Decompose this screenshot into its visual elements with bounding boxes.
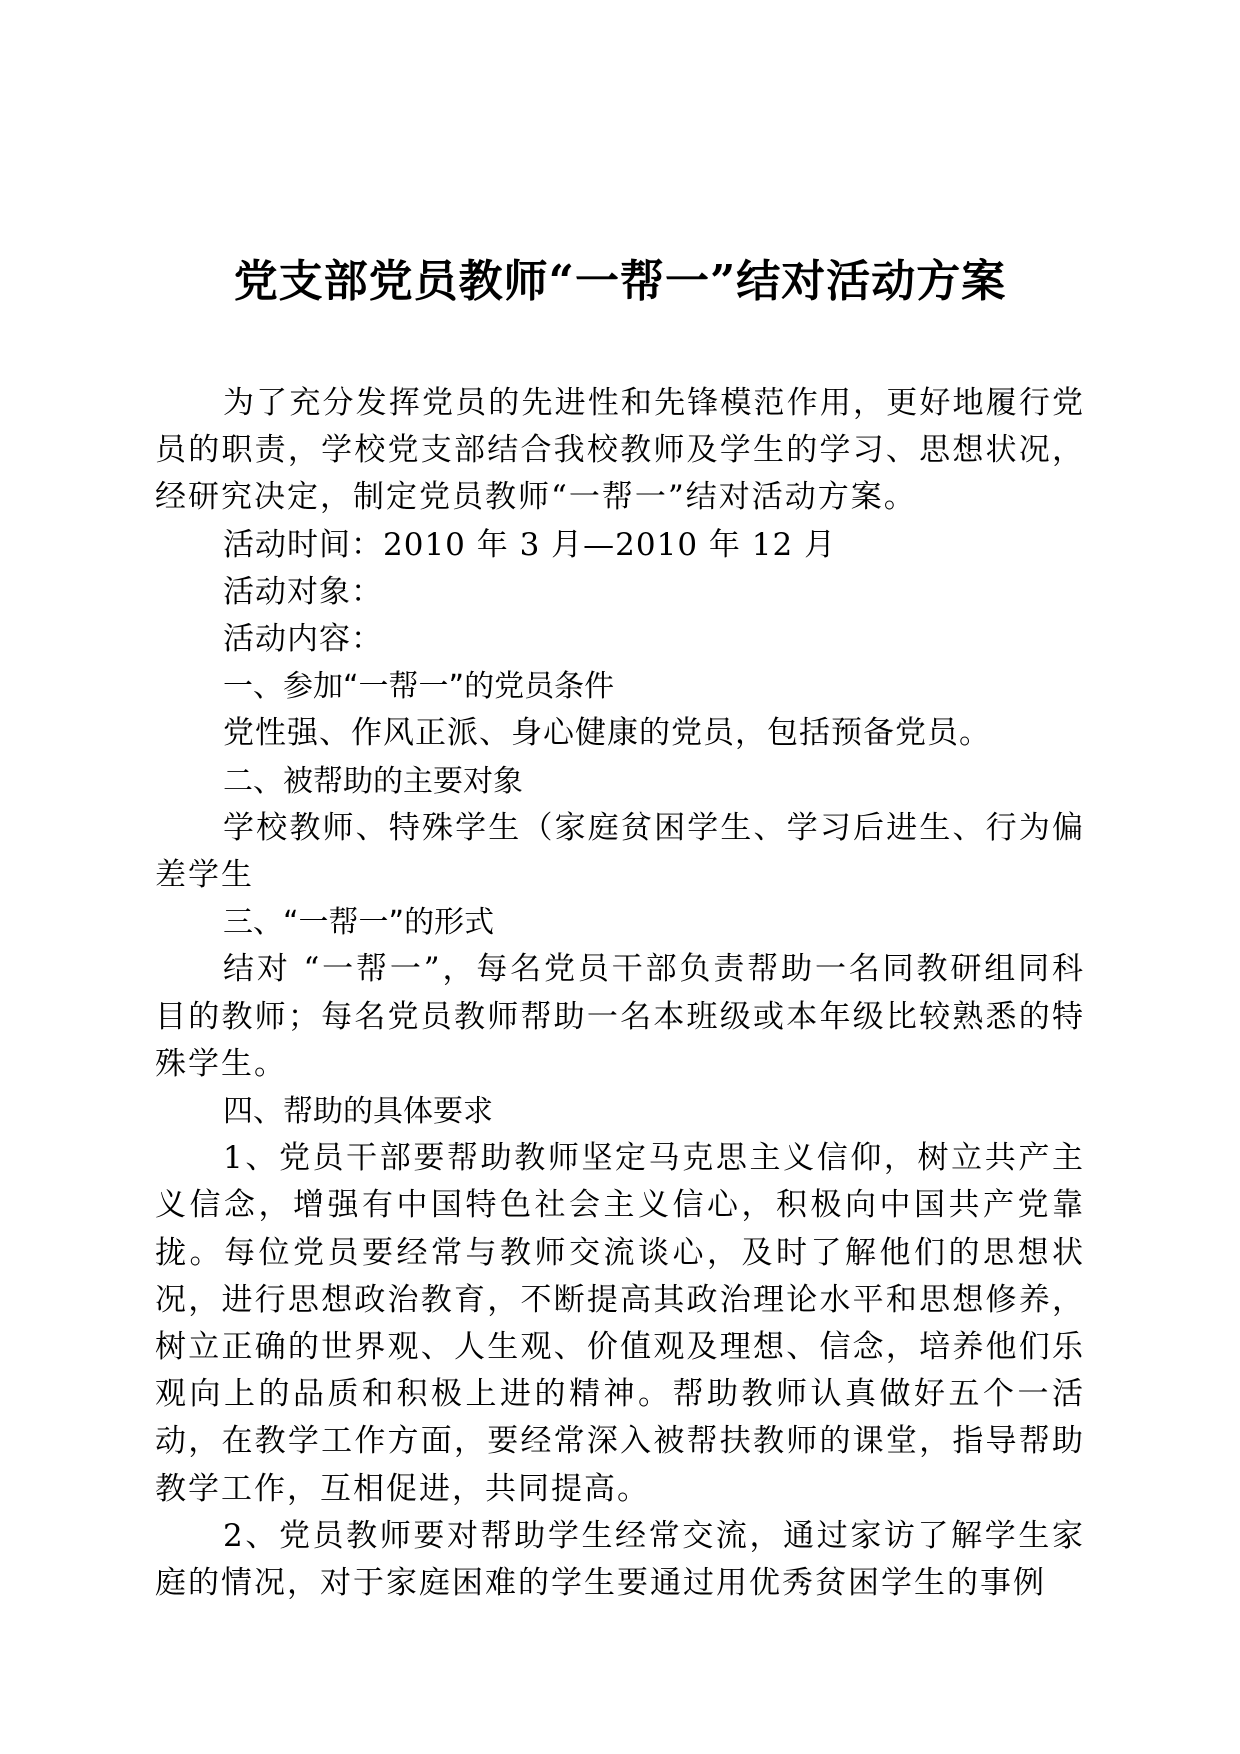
section-heading-1: 一、参加“一帮一”的党员条件 xyxy=(223,669,615,705)
activity-target: 活动对象： xyxy=(223,573,383,610)
section-4-item-1: 1、党员干部要帮助教师坚定马克思主义信仰，树立共产主义信念，增强有中国特色社会主义信心，积极向中国共产党靠拢。每位党员要经常与教师交流谈心，及时了解他们的思想状况，进行思想政治教育，不断提高其政治理论水平和思想修养，树立正确的世界观、人生观、价值观及理想、信念，培养他们乐观向上的品质和积极上进的精神。帮助教师认真做好五个一活动，在教学工作方面，要经常深入被帮扶教师的课堂，指导帮助教学工作，互相促进，共同提高。 xyxy=(155,1140,1085,1507)
section-heading-3: 三、“一帮一”的形式 xyxy=(223,905,495,941)
section-text-2: 学校教师、特殊学生（家庭贫困学生、学习后进生、行为偏差学生 xyxy=(155,809,1085,894)
section-text-1: 党性强、作风正派、身心健康的党员，包括预备党员。 xyxy=(223,715,991,752)
section-4-item-2: 2、党员教师要对帮助学生经常交流，通过家访了解学生家庭的情况，对于家庭困难的学生要通过用优秀贫困学生的事例 xyxy=(155,1517,1085,1602)
section-heading-4: 四、帮助的具体要求 xyxy=(223,1094,493,1130)
document-title: 党支部党员教师“一帮一”结对活动方案 xyxy=(233,256,1007,307)
activity-time: 活动时间：2010 年 3 月—2010 年 12 月 xyxy=(223,526,837,563)
section-heading-2: 二、被帮助的主要对象 xyxy=(223,763,523,799)
activity-content: 活动内容： xyxy=(223,621,383,658)
intro-paragraph: 为了充分发挥党员的先进性和先锋模范作用，更好地履行党员的职责，学校党支部结合我校教师及学生的学习、思想状况，经研究决定，制定党员教师“一帮一”结对活动方案。 xyxy=(155,385,1085,516)
document-body xyxy=(155,380,1085,1607)
section-text-3: 结对 “一帮一”，每名党员干部负责帮助一名同教研组同科目的教师；每名党员教师帮助一名本班级或本年级比较熟悉的特殊学生。 xyxy=(155,951,1085,1082)
